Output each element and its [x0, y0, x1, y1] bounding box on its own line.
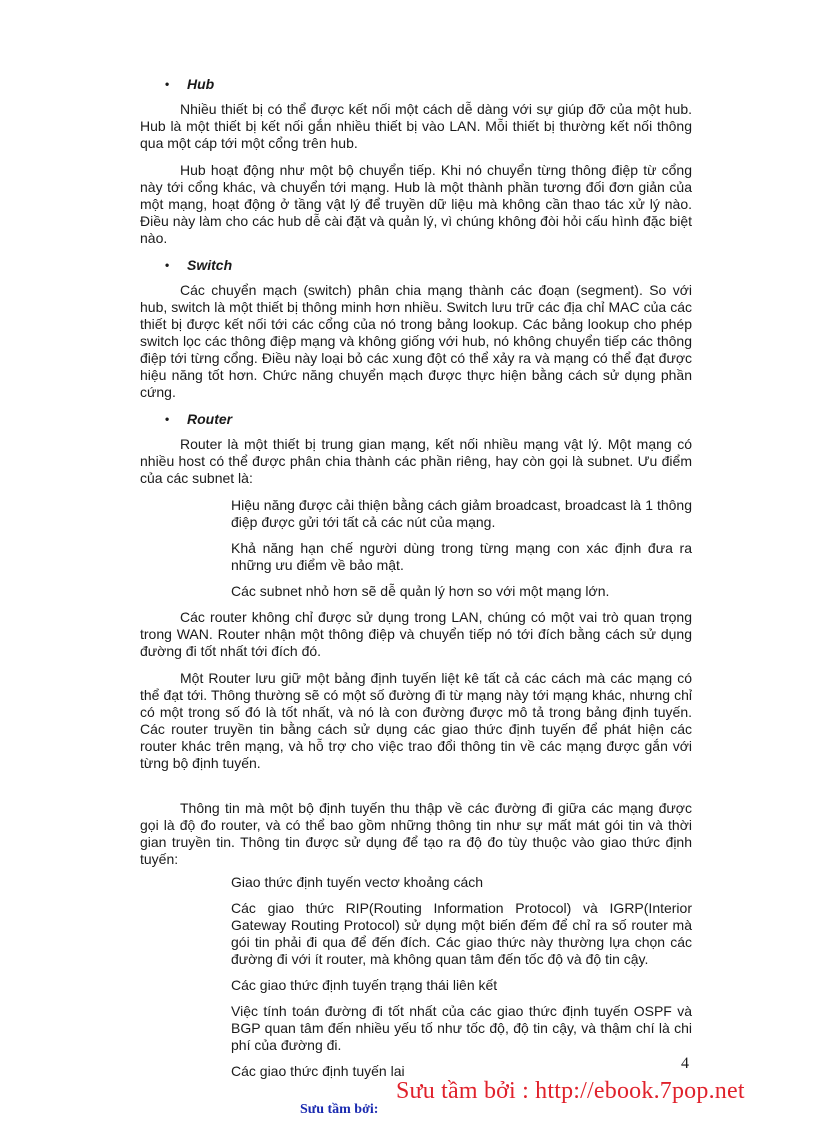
switch-paragraph-1: Các chuyển mạch (switch) phân chia mạng thành các đoạn (segment). So với hub, switch là một thiết bị thông minh hơn nhiều. Switch lưu trữ các địa chỉ MAC của các thiết bị được kết nối tới các cổng của nó trong bảng lookup. Các bảng lookup cho phép switch lọc các thông điệp mạng và không giống với hub, nó không chuyển tiếp các thông điệp tới từng cổng. Điều này loại bỏ các xung đột có thể xảy ra và mạng có thể đạt được hiệu năng tốt hơn. Chức năng chuyển mạch được thực hiện bằng cách sử dụng phần cứng.	[140, 282, 692, 400]
router-paragraph-4: Thông tin mà một bộ định tuyến thu thập về các đường đi giữa các mạng được gọi là độ đo router, và có thể bao gồm những thông tin như sự mất mát gói tin và thời gian truyền tin. Thông tin được sử dụng để tạo ra độ đo tùy thuộc vào giao thức định tuyến:	[140, 800, 692, 867]
protocol-item-2: Các giao thức RIP(Routing Information Protocol) và IGRP(Interior Gateway Routing Protocol) sử dụng một biến đếm để chỉ ra số router mà gói tin phải đi qua để đến đích. Các giao thức này thường lựa chọn các đường đi với ít router, mà không quan tâm đến tốc độ và độ tin cậy.	[231, 900, 692, 967]
document-body	[140, 76, 692, 1089]
router-paragraph-2: Các router không chỉ được sử dụng trong LAN, chúng có một vai trò quan trọng trong WAN. Router nhận một thông điệp và chuyển tiếp nó tới đích bằng cách sử dụng đường đi tốt nhất tới đích đó.	[140, 609, 692, 659]
protocol-item-4: Việc tính toán đường đi tốt nhất của các giao thức định tuyến OSPF và BGP quan tâm đến nhiều yếu tố như tốc độ, độ tin cậy, và thậm chí là chi phí của đường đi.	[231, 1003, 692, 1053]
hub-paragraph-1: Nhiều thiết bị có thể được kết nối một cách dễ dàng với sự giúp đỡ của một hub. Hub là một thiết bị kết nối gắn nhiều thiết bị vào LAN. Mỗi thiết bị thường kết nối thông qua một cáp tới một cổng trên hub.	[140, 101, 692, 151]
protocol-item-1: Giao thức định tuyến vectơ khoảng cách	[231, 874, 484, 890]
hub-heading	[140, 76, 692, 93]
paragraph-gap	[140, 782, 692, 800]
footer-link[interactable]: Sưu tầm bởi : http://ebook.7pop.net	[396, 1078, 745, 1104]
router-heading	[140, 411, 692, 428]
protocol-item-3: Các giao thức định tuyến trạng thái liên kết	[231, 977, 498, 993]
router-heading-text: Router	[187, 411, 233, 427]
protocol-item-5: Các giao thức định tuyến lai	[231, 1063, 405, 1079]
hub-paragraph-2: Hub hoạt động như một bộ chuyển tiếp. Khi nó chuyển từng thông điệp từ cổng này tới cổng khác, và chuyển tới mạng. Hub là một thành phần tương đối đơn giản của một mạng, hoạt động ở tầng vật lý để truyền dữ liệu mà không cần thao tác xử lý nào. Điều này làm cho các hub dễ cài đặt và quản lý, vì chúng không đòi hỏi cấu hình đặc biệt nào.	[140, 162, 692, 246]
switch-heading	[140, 257, 692, 274]
page-number: 4	[681, 1055, 689, 1072]
router-paragraph-3: Một Router lưu giữ một bảng định tuyến liệt kê tất cả các cách mà các mạng có thể đạt tới. Thông thường sẽ có một số đường đi từ mạng này tới mạng khác, nhưng chỉ có một trong số đó là tốt nhất, và nó là con đường được mô tả trong bảng định tuyến. Các router truyền tin bằng cách sử dụng các giao thức định tuyến để phát hiện các router khác trên mạng, và hỗ trợ cho việc trao đổi thông tin về các mạng được gắn với từng bộ định tuyến.	[140, 670, 692, 771]
switch-heading-text: Switch	[187, 257, 233, 273]
subnet-advantage-1: Hiệu năng được cải thiện bằng cách giảm broadcast, broadcast là 1 thông điệp được gửi tới tất cả các nút của mạng.	[231, 497, 692, 530]
hub-heading-text: Hub	[187, 76, 215, 92]
subnet-advantage-3: Các subnet nhỏ hơn sẽ dễ quản lý hơn so với một mạng lớn.	[231, 583, 610, 599]
subnet-advantage-2: Khả năng hạn chế người dùng trong từng mạng con xác định đưa ra những ưu điểm về bảo mật.	[231, 540, 692, 573]
footer-label: Sưu tầm bởi:	[300, 1102, 379, 1117]
bullet-icon: •	[165, 77, 170, 91]
bullet-icon: •	[165, 258, 170, 272]
router-paragraph-1: Router là một thiết bị trung gian mạng, kết nối nhiều mạng vật lý. Một mạng có nhiều host có thể được phân chia thành các phần riêng, hay còn gọi là subnet. Ưu điểm của các subnet là:	[140, 436, 692, 486]
bullet-icon: •	[165, 412, 170, 426]
